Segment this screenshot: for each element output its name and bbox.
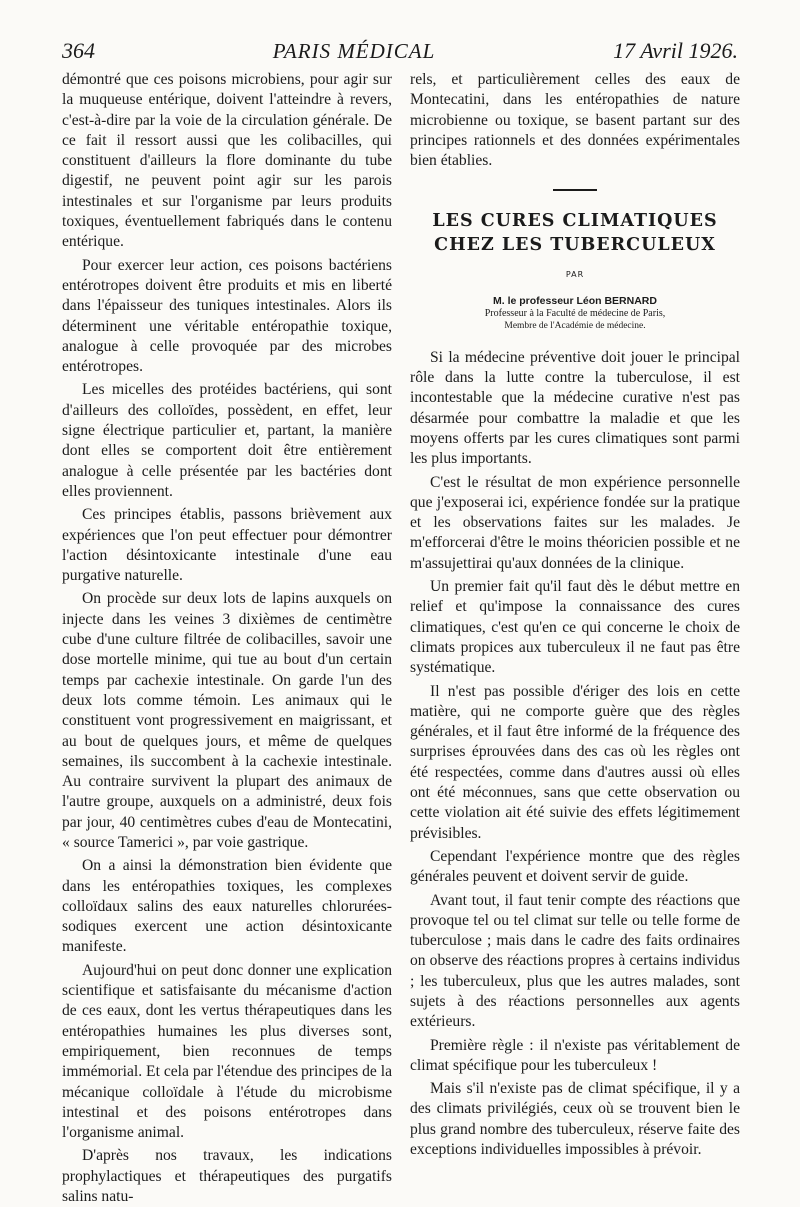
paragraph: démontré que ces poisons microbiens, pour agir sur la muqueuse entérique, doivent l'atteindre à revers, c'est-à-dire par la voie de la circulation générale. De ce fait il ressort aussi que les colibacilles, qui constituent d'ailleurs la flore dominante du tube digestif, ne peuvent point agir sur les parois intestinales et sur l'organisme par leurs produits toxiques, éventuellement fabriqués dans le contenu entérique. — [62, 71, 392, 251]
paragraph: Cependant l'expérience montre que des règles générales peuvent et doivent servir de guide. — [410, 847, 740, 886]
byline-par: PAR — [565, 270, 585, 280]
paragraph: Première règle : il n'existe pas véritablement de climat spécifique pour les tuberculeux ! — [410, 1036, 740, 1074]
article-title-line: LES CURES CLIMATIQUES — [432, 211, 718, 232]
section-divider — [553, 189, 597, 191]
paragraph: Aujourd'hui on peut donc donner une explication scientifique et satisfaisante du mécanisme d'action de ces eaux, dont les vertus thérapeutiques dans les entéropathies humaines les plus diverses sont, empiriquement, bien reconnues de temps immémorial. Et cela par l'étendue des principes de la mécanique colloïdale à l'étude du microbisme intestinal et des poisons entérotropes dans l'organisme animal. — [62, 961, 392, 1142]
paragraph: Mais s'il n'existe pas de climat spécifique, il y a des climats privilégiés, ceux où se trouvent bien le plus grand nombre des tuberculeux, réserve faite des exceptions individuelles impossibles à prévoir. — [410, 1080, 740, 1159]
paragraph: On a ainsi la démonstration bien évidente que dans les entéropathies toxiques, les complexes colloïdaux salins des eaux naturelles chlorurées-sodiques exercent une action désintoxicante manifeste. — [62, 857, 392, 956]
page-number: 364 — [62, 38, 95, 63]
author-name: M. le professeur Léon BERNARD — [493, 294, 657, 307]
paragraph: Avant tout, il faut tenir compte des réactions que provoque tel ou tel climat sur telle ou telle forme de tuberculose ; mais dans le cadre des faits ordinaires on observe des réactions propres à certains individus ; les tuberculeux, plus que les autres malades, sont sujets à des réactions personnelles aux agents extérieurs. — [410, 891, 740, 1031]
author-affiliation: Professeur à la Faculté de médecine de Paris, — [484, 307, 666, 319]
paragraph: C'est le résultat de mon expérience personnelle que j'exposerai ici, expérience fondée sur la pratique et les observations faites sur les malades. Je m'efforcerai d'être le moins théoricien possible et ne m'assujettirai qu'aux données de la clinique. — [410, 473, 740, 572]
paragraph: Les micelles des protéides bactériens, qui sont d'ailleurs des colloïdes, possèdent, en effet, leur signe électrique particulier et, partant, la manière dont elles se comportent doit être entièrement analogue à celle présentée par les bactéries dont elles proviennent. — [62, 381, 392, 500]
journal-title: PARIS MÉDICAL — [272, 39, 436, 63]
paragraph: Ces principes établis, passons brièvement aux expériences que l'on peut effectuer pour démontrer l'action désintoxicante intestinale d'une eau purgative naturelle. — [62, 506, 392, 585]
paragraph: Si la médecine préventive doit jouer le principal rôle dans la lutte contre la tuberculose, il est incontestable que la médecine curative n'est pas désarmée pour combattre la maladie et que les moyens offerts par les cures climatiques sont parmi les plus importants. — [410, 348, 740, 468]
author-affiliation: Membre de l'Académie de médecine. — [504, 320, 646, 331]
paragraph: Un premier fait qu'il faut dès le début mettre en relief et qu'impose la connaissance des cures climatiques, c'est qu'en ce qui concerne le choix de climats propices aux tuberculeux il ne faut pas être systématique. — [410, 578, 740, 677]
paragraph: Il n'est pas possible d'ériger des lois en cette matière, qui ne comporte guère que des règles générales, et il faut être informé de la fréquence des surprises éprouvées dans des cas où les règles ont été respectées, comme dans d'autres aussi où elles ont été méconnues, sans que cette observation ou cette violation ait été suivie des effets légitimement prévisibles. — [410, 682, 740, 842]
left-column — [62, 70, 392, 1207]
article-title-line: CHEZ LES TUBERCULEUX — [434, 235, 716, 256]
article-title — [410, 209, 740, 257]
running-header — [62, 38, 738, 64]
right-column — [410, 70, 740, 1160]
issue-date: 17 Avril 1926. — [613, 38, 738, 63]
paragraph: On procède sur deux lots de lapins auxquels on injecte dans les veines 3 dixièmes de centimètre cube d'une culture filtrée de colibacilles, savoir une dose mortelle minime, qui tue au bout d'un certain temps par cachexie intestinale. On garde l'un des deux lots comme témoin. Les animaux qui le constituent vont progressivement en maigrissant, et au bout de quelques jours, et même de quelques semaines, ils succombent à la cachexie intestinale. Au contraire survivent la plupart des animaux de l'autre groupe, auxquels on a administré, deux fois par jour, 40 centimètres cubes d'eau de Montecatini, « source Tamerici », par voie gastrique. — [62, 590, 392, 851]
paragraph: Pour exercer leur action, ces poisons bactériens entérotropes doivent être produits et mis en liberté dans l'épaisseur des tuniques intestinales. Alors ils déterminent une véritable entéropathie toxique, analogue à celle provoquée par des microbes entérotropes. — [62, 256, 392, 376]
paragraph: rels, et particulièrement celles des eaux de Montecatini, dans les entéropathies de nature microbienne ou toxique, se basent partant sur des principes rationnels et des données expérimentales bien établies. — [410, 71, 740, 170]
paragraph: D'après nos travaux, les indications prophylactiques et thérapeutiques des purgatifs salins natu- — [62, 1147, 392, 1206]
